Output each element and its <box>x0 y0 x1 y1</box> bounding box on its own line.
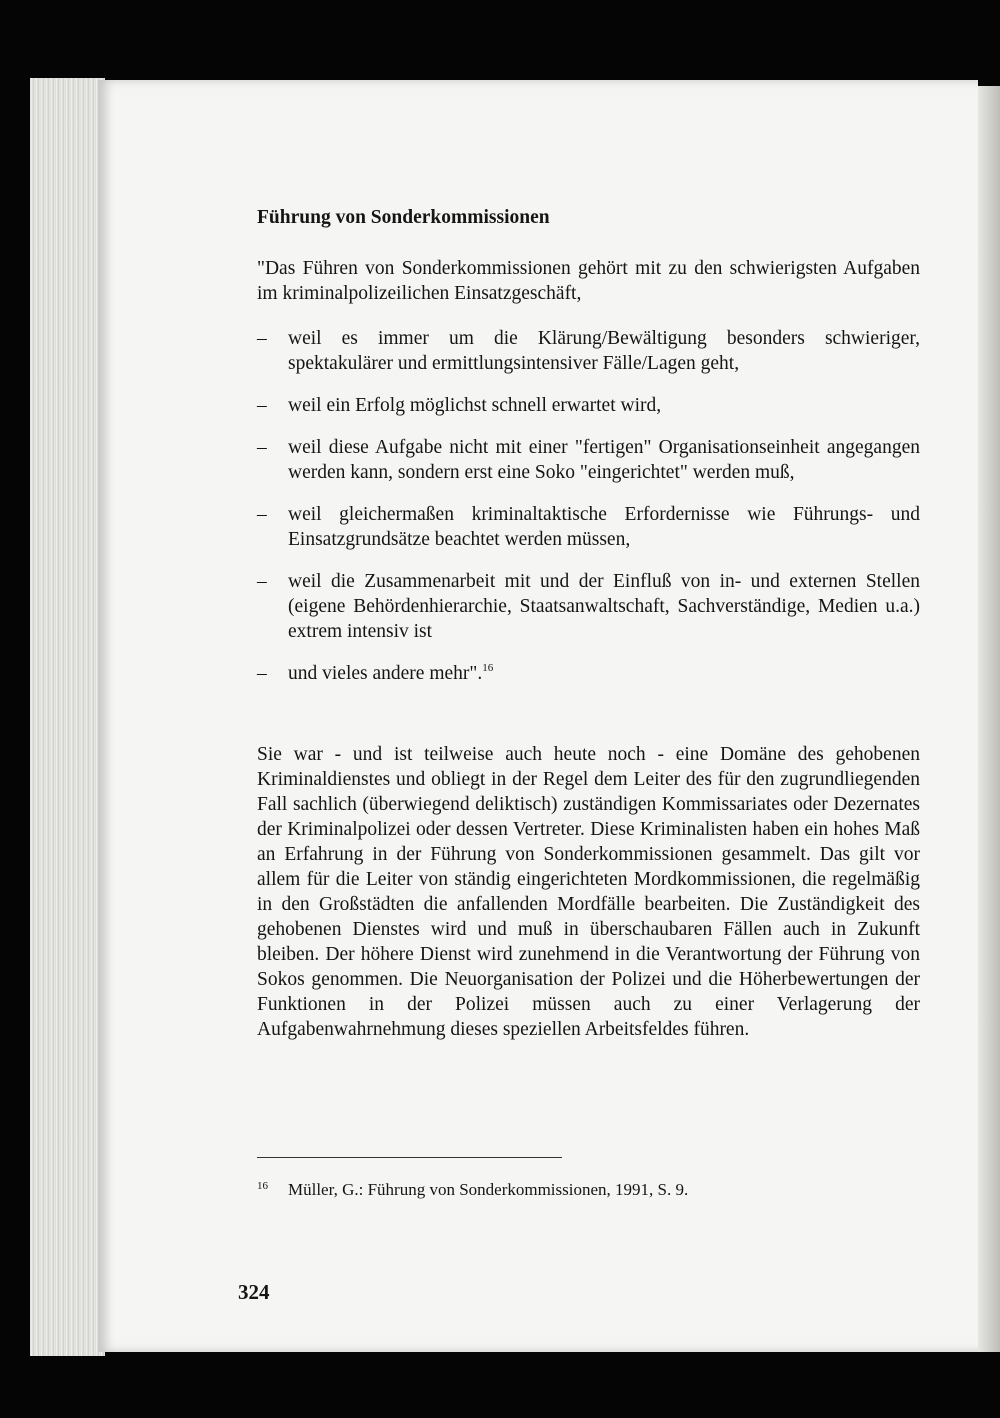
bullet-dash: – <box>257 663 267 684</box>
bullet-dash: – <box>257 571 267 592</box>
quote-intro: "Das Führen von Sonderkommissionen gehört mit zu den schwierigsten Aufgaben im kriminalpolizeilichen Einsatzgeschäft, <box>257 258 920 304</box>
list-item <box>257 326 920 376</box>
list-item <box>257 502 920 552</box>
footnote-divider <box>257 1157 562 1158</box>
footnote-number: 16 <box>257 1180 268 1192</box>
page-content <box>257 205 920 1042</box>
bullet-dash: – <box>257 395 267 416</box>
page-edges <box>30 78 105 1356</box>
bullet-dash: – <box>257 504 267 525</box>
footnote <box>257 1180 688 1200</box>
list-item <box>257 569 920 644</box>
list-item-text: weil es immer um die Klärung/Bewältigung besonders schwieriger, spektakulärer und ermittlungsintensiver Fälle/Lagen geht, <box>288 328 920 374</box>
section-heading: Führung von Sonderkommissionen <box>257 207 550 228</box>
list-item-text: weil ein Erfolg möglichst schnell erwartet wird, <box>288 395 662 416</box>
quote-bullet-list <box>257 326 920 686</box>
facing-page-edge <box>978 86 1000 1352</box>
bullet-dash: – <box>257 328 267 349</box>
list-item-text: weil diese Aufgabe nicht mit einer "fertigen" Organisationseinheit angegangen werden kann, sondern erst eine Soko "eingerichtet" werden muß, <box>288 437 920 483</box>
list-item-text: und vieles andere mehr". <box>288 663 483 684</box>
list-item-text: weil die Zusammenarbeit mit und der Einfluß von in- und externen Stellen (eigene Behördenhierarchie, Staatsanwaltschaft, Sachverständige, Medien u.a.) extrem intensiv ist <box>288 571 920 642</box>
footnote-reference: 16 <box>482 662 494 674</box>
footnote-text: Müller, G.: Führung von Sonderkommissionen, 1991, S. 9. <box>288 1180 689 1199</box>
list-item <box>257 393 920 418</box>
body-paragraph: Sie war - und ist teilweise auch heute noch - eine Domäne des gehobenen Kriminaldienstes und obliegt in der Regel dem Leiter des für den zugrundliegenden Fall sachlich (überwiegend deliktisch) zuständigen Kommissariates oder Dezernates der Kriminalpolizei oder dessen Vertreter. Diese Kriminalisten haben ein hohes Maß an Erfahrung in der Führung von Sonderkommissionen gesammelt. Das gilt vor allem für die Leiter von ständig eingerichteten Mordkommissionen, die regelmäßig in den Großstädten die anfallenden Mordfälle bearbeiten. Die Zuständigkeit des gehobenen Dienstes wird und muß in überschaubaren Fällen auch in Zukunft bleiben. Der höhere Dienst wird zunehmend in die Verantwortung der Führung von Sokos genommen. Die Neuorganisation der Polizei und die Höherbewertungen der Funktionen in der Polizei müssen auch zu einer Verlagerung der Aufgabenwahrnehmung dieses speziellen Arbeitsfeldes führen. <box>257 744 920 1040</box>
list-item-text: weil gleichermaßen kriminaltaktische Erfordernisse wie Führungs- und Einsatzgrundsätze beachtet werden müssen, <box>288 504 920 550</box>
page-number: 324 <box>238 1280 270 1304</box>
bullet-dash: – <box>257 437 267 458</box>
list-item <box>257 435 920 485</box>
list-item <box>257 661 920 686</box>
